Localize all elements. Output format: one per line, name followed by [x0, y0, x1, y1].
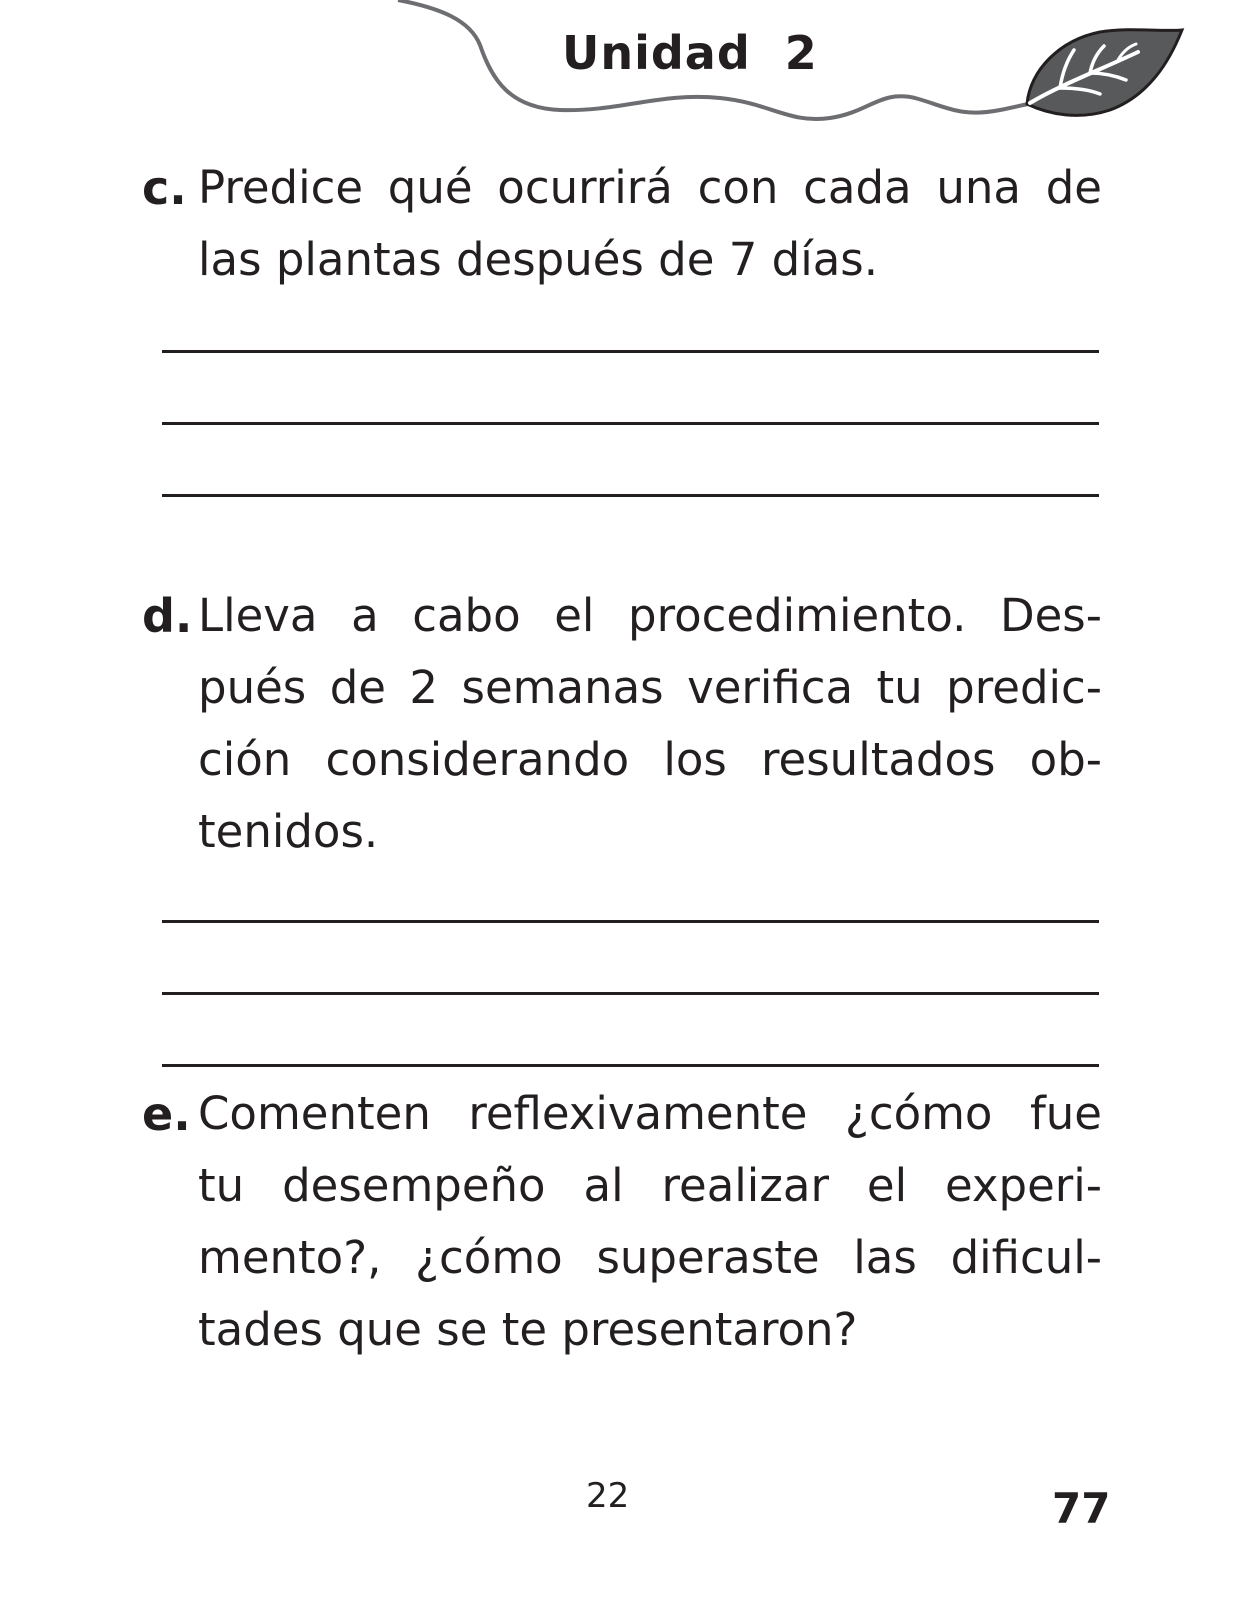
answer-line-c-1[interactable] — [162, 350, 1099, 353]
answer-line-d-2[interactable] — [162, 992, 1099, 995]
question-d-text — [198, 580, 1102, 868]
question-c-text — [198, 152, 1102, 296]
question-e-line-2: tu desempeño al realizar el experi- — [198, 1159, 1102, 1212]
answer-line-d-3[interactable] — [162, 1064, 1099, 1067]
question-c-letter: c. — [142, 161, 187, 215]
answer-line-c-2[interactable] — [162, 422, 1099, 425]
question-d-line-2: pués de 2 semanas verifica tu predic- — [198, 661, 1102, 714]
question-c-line-2: las plantas después de 7 días. — [198, 233, 879, 286]
question-e-line-4: tades que se te presentaron? — [198, 1303, 858, 1356]
question-d-letter: d. — [142, 589, 193, 643]
answer-line-c-3[interactable] — [162, 494, 1099, 497]
question-d-line-4: tenidos. — [198, 805, 379, 858]
leaf-icon — [1027, 30, 1182, 116]
question-d-line-3: ción considerando los resultados ob- — [198, 733, 1102, 786]
page-number-right: 77 — [1052, 1484, 1111, 1533]
question-d-line-1: Lleva a cabo el procedimiento. Des- — [198, 589, 1102, 642]
question-c-line-1: Predice qué ocurrirá con cada una de — [198, 161, 1102, 214]
unit-title: Unidad 2 — [562, 26, 818, 80]
answer-line-d-1[interactable] — [162, 920, 1099, 923]
question-e-text — [198, 1078, 1102, 1366]
page-number-center: 22 — [586, 1476, 630, 1516]
question-e-line-3: mento?, ¿cómo superaste las dificul- — [198, 1231, 1102, 1284]
question-e-letter: e. — [142, 1087, 191, 1141]
question-e-line-1: Comenten reflexivamente ¿cómo fue — [198, 1087, 1102, 1140]
